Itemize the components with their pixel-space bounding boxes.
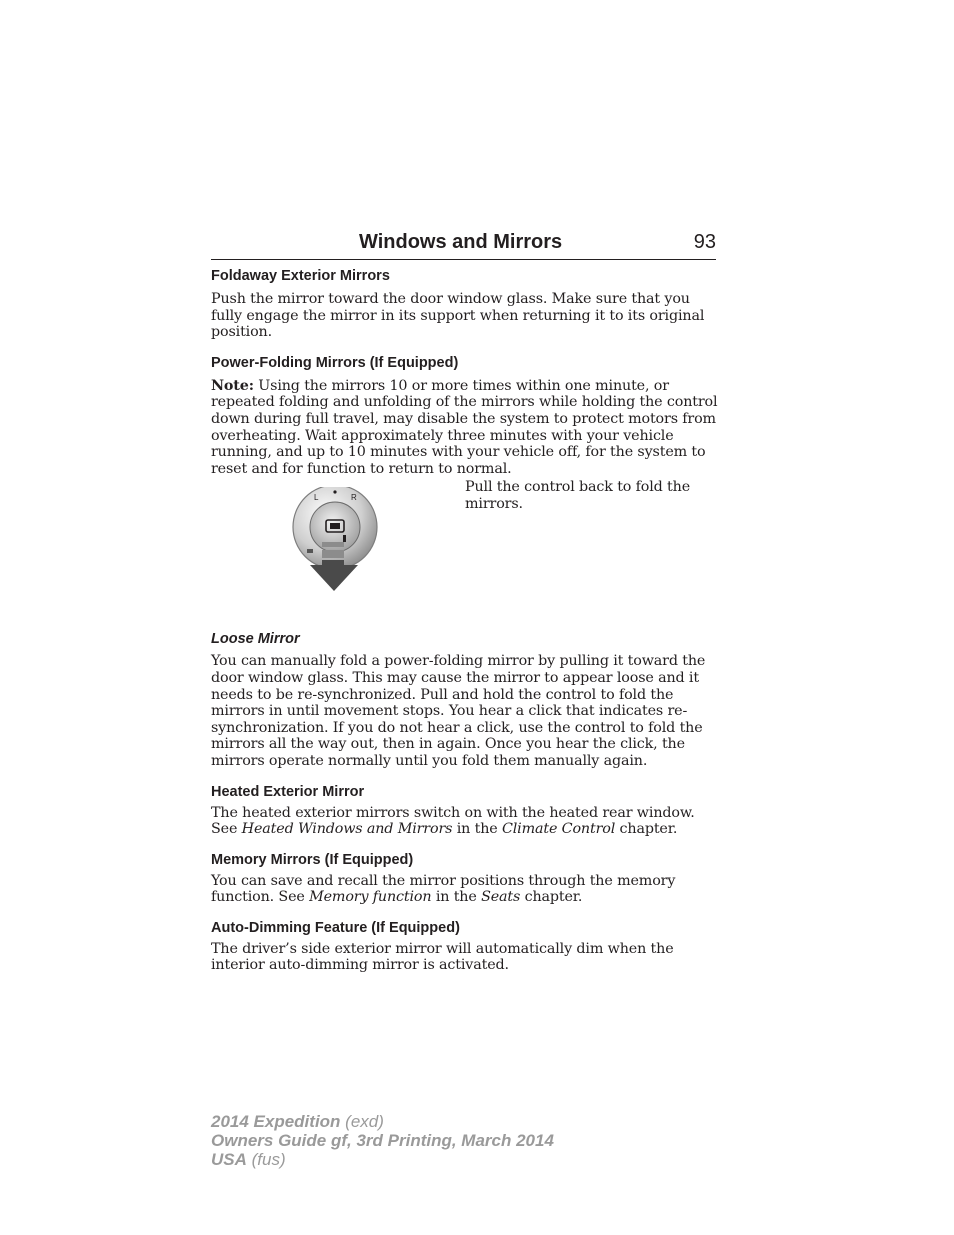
mirror-control-figure-row <box>211 479 719 619</box>
page-header <box>211 229 716 260</box>
memory-body-text-1: You can save and recall the mirror positions through the memory function. See <box>211 872 676 906</box>
footer-model: 2014 Expedition <box>211 1112 341 1131</box>
heated-body-text-1: The heated exterior mirrors switch on with the heated rear window. See <box>211 804 695 838</box>
seats-ref: Seats <box>481 889 521 906</box>
memory-heading: Memory Mirrors (If Equipped) <box>211 851 414 868</box>
foldaway-heading: Foldaway Exterior Mirrors <box>211 268 390 284</box>
heated-body <box>211 805 719 838</box>
footer-printing: Owners Guide gf, 3rd Printing, March 2014 <box>211 1131 554 1150</box>
mirror-control-illustration <box>287 487 387 607</box>
memory-body-text-3: chapter. <box>520 889 583 906</box>
footer-line-1 <box>211 1112 554 1131</box>
page-footer <box>211 1112 554 1169</box>
power-folding-note <box>211 378 719 478</box>
heated-windows-ref: Heated Windows and Mirrors <box>241 821 453 838</box>
power-folding-heading: Power-Folding Mirrors (If Equipped) <box>211 354 459 371</box>
loose-mirror-heading: Loose Mirror <box>211 631 300 648</box>
chapter-title: Windows and Mirrors <box>359 231 563 253</box>
note-label: Note: <box>211 377 254 394</box>
figure-left-label: L <box>314 493 319 503</box>
memory-body-text-2: in the <box>431 889 482 906</box>
pull-back-arrow <box>310 565 358 591</box>
auto-dimming-body: The driver’s side exterior mirror will automatically dim when the interior auto-dimming mirror is activated. <box>211 940 674 974</box>
foldaway-body: Push the mirror toward the door window glass. Make sure that you fully engage the mirror in its support when returning it to its original position. <box>211 291 705 341</box>
memory-function-ref: Memory function <box>309 889 432 906</box>
footer-market: USA <box>211 1150 247 1169</box>
heated-body-text-3: chapter. <box>615 821 678 838</box>
loose-mirror-body: You can manually fold a power-folding mirror by pulling it toward the door window glass. This may cause the mirror to appear loose and it needs to be re-synchronized. Pull and hold the control to fold the mirrors in until movement stops. You hear a click that indicates re-synchronization. If you do not hear a click, use the control to fold the mirrors all the way out, then in again. Once you hear the click, the mirrors operate normally until you fold them manually again. <box>211 653 706 769</box>
note-body: Using the mirrors 10 or more times within one minute, or repeated folding and unfolding of the mirrors while holding the control down during full travel, may disable the system to protect motors from overheating. Wait approximately three minutes with your vehicle running, and up to 10 minutes with your vehicle off, for the system to reset and for function to return to normal. <box>211 377 718 477</box>
heated-heading: Heated Exterior Mirror <box>211 783 365 800</box>
footer-market-code: (fus) <box>246 1150 286 1169</box>
footer-model-code: (exd) <box>340 1112 384 1131</box>
auto-dimming-heading: Auto-Dimming Feature (If Equipped) <box>211 919 460 936</box>
heated-body-text-2: in the <box>452 821 502 838</box>
page-number: 93 <box>693 231 716 253</box>
footer-line-2 <box>211 1131 554 1150</box>
figure-caption: Pull the control back to fold the mirrors. <box>465 479 691 512</box>
figure-right-label: R <box>351 493 357 503</box>
control-side-mark <box>307 549 313 553</box>
memory-body <box>211 873 719 906</box>
climate-control-ref: Climate Control <box>501 821 616 838</box>
footer-line-3 <box>211 1150 554 1169</box>
page-content <box>211 266 719 974</box>
